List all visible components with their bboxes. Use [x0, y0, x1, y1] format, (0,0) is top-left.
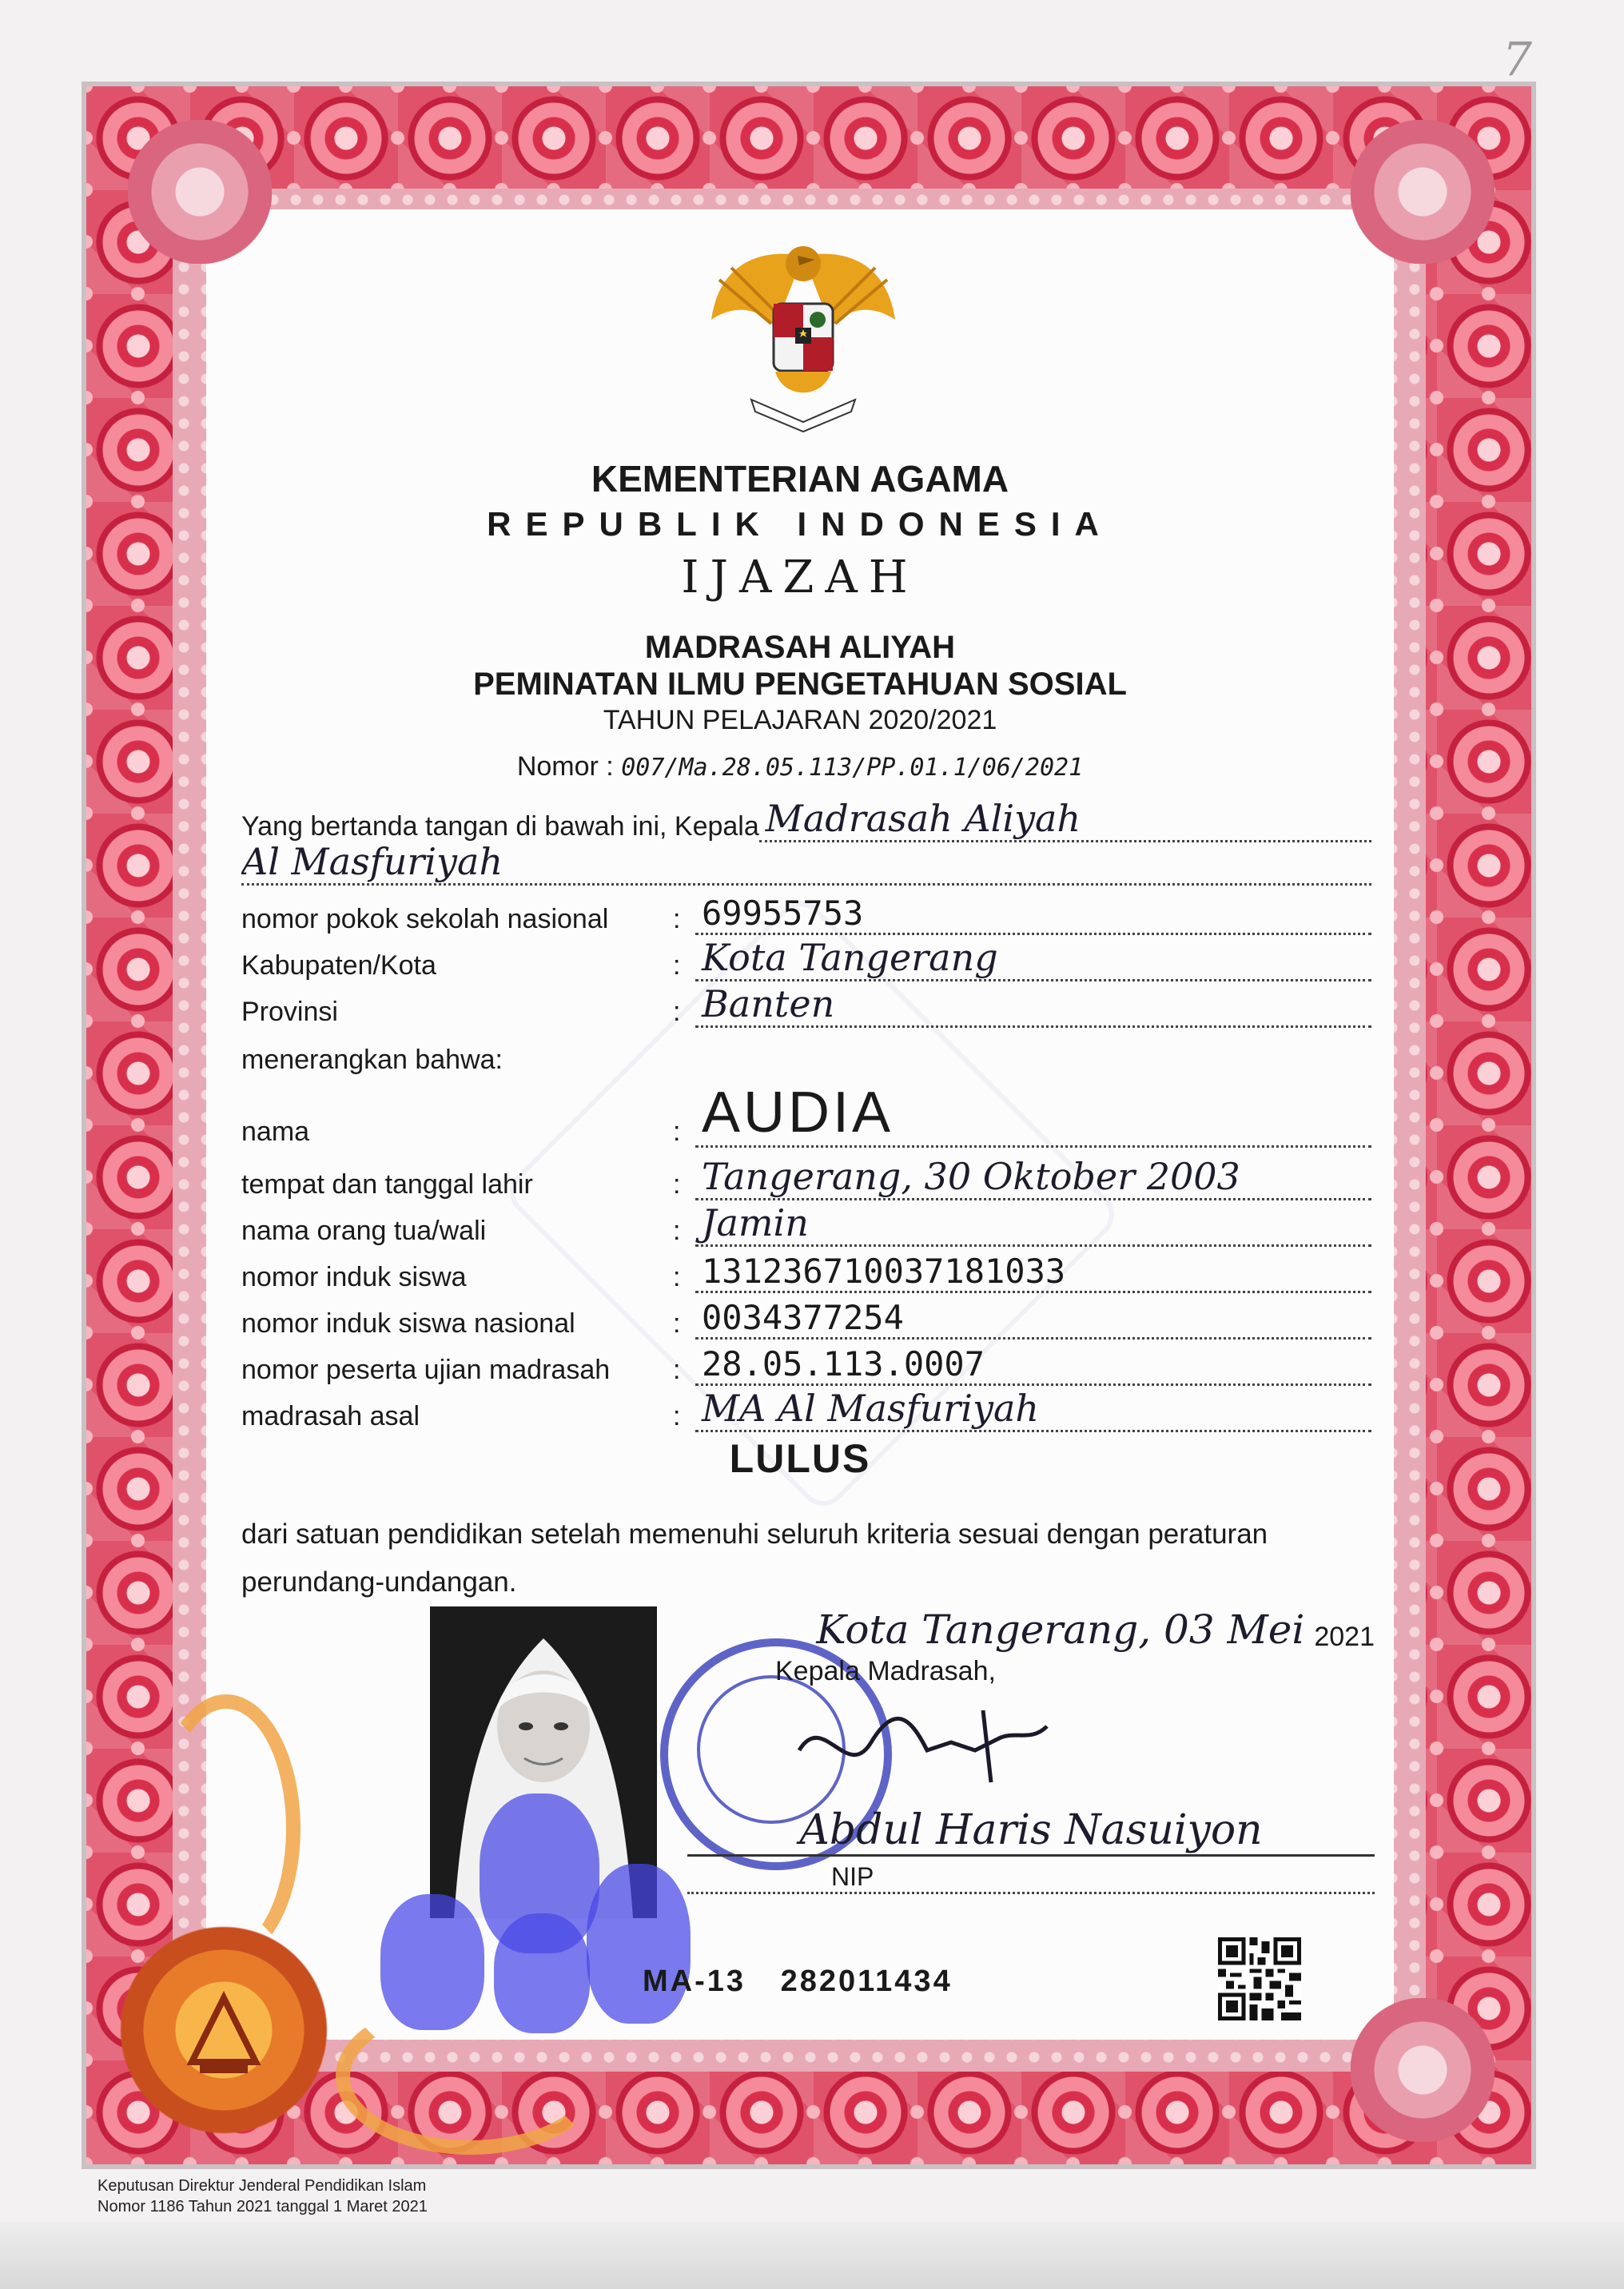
nomor-label: Nomor : [516, 751, 614, 782]
ministry-title: KEMENTERIAN AGAMA [591, 458, 1009, 500]
field-row-nisn [241, 1293, 1371, 1340]
description-line-1: dari satuan pendidikan setelah memenuhi seluruh kriteria sesuai dengan peraturan [241, 1519, 1268, 1550]
corner-ornament-top-left [128, 120, 272, 264]
field-colon: : [673, 1117, 681, 1147]
field-row-npsn [241, 889, 1371, 935]
field-label: nomor induk siswa nasional [241, 1308, 575, 1339]
field-row-nis [241, 1247, 1371, 1293]
academic-year: TAHUN PELAJARAN 2020/2021 [603, 705, 997, 735]
field-value: 0034377254 [695, 1296, 1371, 1340]
head-title: Kepala Madrasah, [775, 1656, 996, 1686]
field-colon: : [673, 1216, 681, 1246]
description [241, 1511, 1376, 1606]
field-colon: : [673, 1401, 681, 1431]
field-row-peserta-ujian [241, 1340, 1371, 1386]
result-status: LULUS [729, 1436, 871, 1481]
ministry-emblem-icon [120, 1926, 328, 2134]
field-value: 28.05.113.0007 [695, 1342, 1371, 1386]
signature-block [687, 1606, 1375, 1918]
field-colon: : [673, 1169, 681, 1200]
footer-line-2: Nomor 1186 Tahun 2021 tanggal 1 Maret 2021 [98, 2198, 428, 2215]
school-name-line1: Madrasah Aliyah [759, 798, 1371, 842]
field-label: nomor peserta ujian madrasah [241, 1355, 611, 1385]
footer-decree [98, 2176, 428, 2217]
thumbprint-4 [587, 1864, 691, 2024]
field-value: Banten [695, 984, 1371, 1028]
field-value: MA Al Masfuriyah [695, 1388, 1371, 1432]
intro-row-2 [241, 839, 1371, 886]
corner-ornament-top-right [1351, 120, 1495, 264]
qr-code-icon [1218, 1937, 1301, 2020]
signature-year: 2021 [1314, 1622, 1375, 1652]
field-label: Provinsi [241, 997, 338, 1027]
field-label: nomor induk siswa [241, 1262, 467, 1292]
field-label: nama orang tua/wali [241, 1216, 487, 1246]
bottom-shadow [0, 2222, 1624, 2289]
hologram-seal [120, 1926, 328, 2134]
field-colon: : [673, 1308, 681, 1339]
garuda-emblem-icon [703, 232, 903, 440]
statement-text: menerangkan bahwa: [241, 1045, 504, 1075]
field-label: nama [241, 1117, 310, 1147]
field-value: Tangerang, 30 Oktober 2003 [695, 1156, 1371, 1200]
intro-label: Yang bertanda tangan di bawah ini, Kepala [241, 811, 759, 842]
field-colon: : [673, 997, 681, 1027]
certificate-number [206, 751, 1394, 782]
nip-line [687, 1862, 1375, 1894]
footer-line-1: Keputusan Direktur Jenderal Pendidikan Islam [98, 2177, 427, 2195]
field-colon: : [673, 1355, 681, 1385]
serial-value: 282011434 [780, 1965, 953, 1998]
field-row-orang-tua [241, 1200, 1371, 1247]
intro-row [241, 796, 1371, 842]
republic-title: REPUBLIK INDONESIA [487, 505, 1113, 543]
serial-number [643, 1965, 953, 1999]
field-label: nomor pokok sekolah nasional [241, 904, 609, 934]
serial-code: MA-13 [643, 1965, 746, 1998]
document-type-title: IJAZAH [681, 551, 919, 603]
field-label: Kabupaten/Kota [241, 950, 436, 981]
field-row-kota [241, 935, 1371, 981]
place-date: Kota Tangerang, 03 Mei [816, 1606, 1305, 1653]
field-row-provinsi [241, 981, 1371, 1028]
statement-row [241, 1029, 1371, 1076]
field-row-ttl [241, 1154, 1371, 1200]
nomor-value: 007/Ma.28.05.113/PP.01.1/06/2021 [621, 754, 1084, 782]
field-label: madrasah asal [241, 1401, 420, 1431]
field-value: 131236710037181033 [695, 1249, 1371, 1293]
gold-ornament-top [152, 1694, 301, 1963]
field-value: Kota Tangerang [695, 937, 1371, 981]
field-row-madrasah-asal [241, 1386, 1371, 1432]
field-row-nama [241, 1087, 1371, 1148]
corner-ornament-bottom-right [1351, 1998, 1495, 2142]
field-colon: : [673, 950, 681, 981]
school-level: MADRASAH ALIYAH [644, 630, 956, 665]
field-label: tempat dan tanggal lahir [241, 1169, 533, 1200]
description-line-2: perundang-undangan. [241, 1566, 517, 1598]
gold-ornament-right [336, 1998, 604, 2155]
field-value: 69955753 [695, 891, 1371, 935]
field-colon: : [673, 904, 681, 934]
school-name-line2: Al Masfuriyah [241, 842, 1371, 886]
head-name: Abdul Haris Nasuiyon [687, 1806, 1375, 1857]
page-corner-number: 7 [1503, 32, 1532, 86]
program-title: PEMINATAN ILMU PENGETAHUAN SOSIAL [473, 667, 1127, 702]
field-value: Jamin [695, 1203, 1371, 1247]
field-colon: : [673, 1262, 681, 1292]
field-value: AUDIA [695, 1088, 1371, 1148]
head-signature-icon [791, 1694, 1055, 1790]
nip-label: NIP [831, 1862, 874, 1891]
